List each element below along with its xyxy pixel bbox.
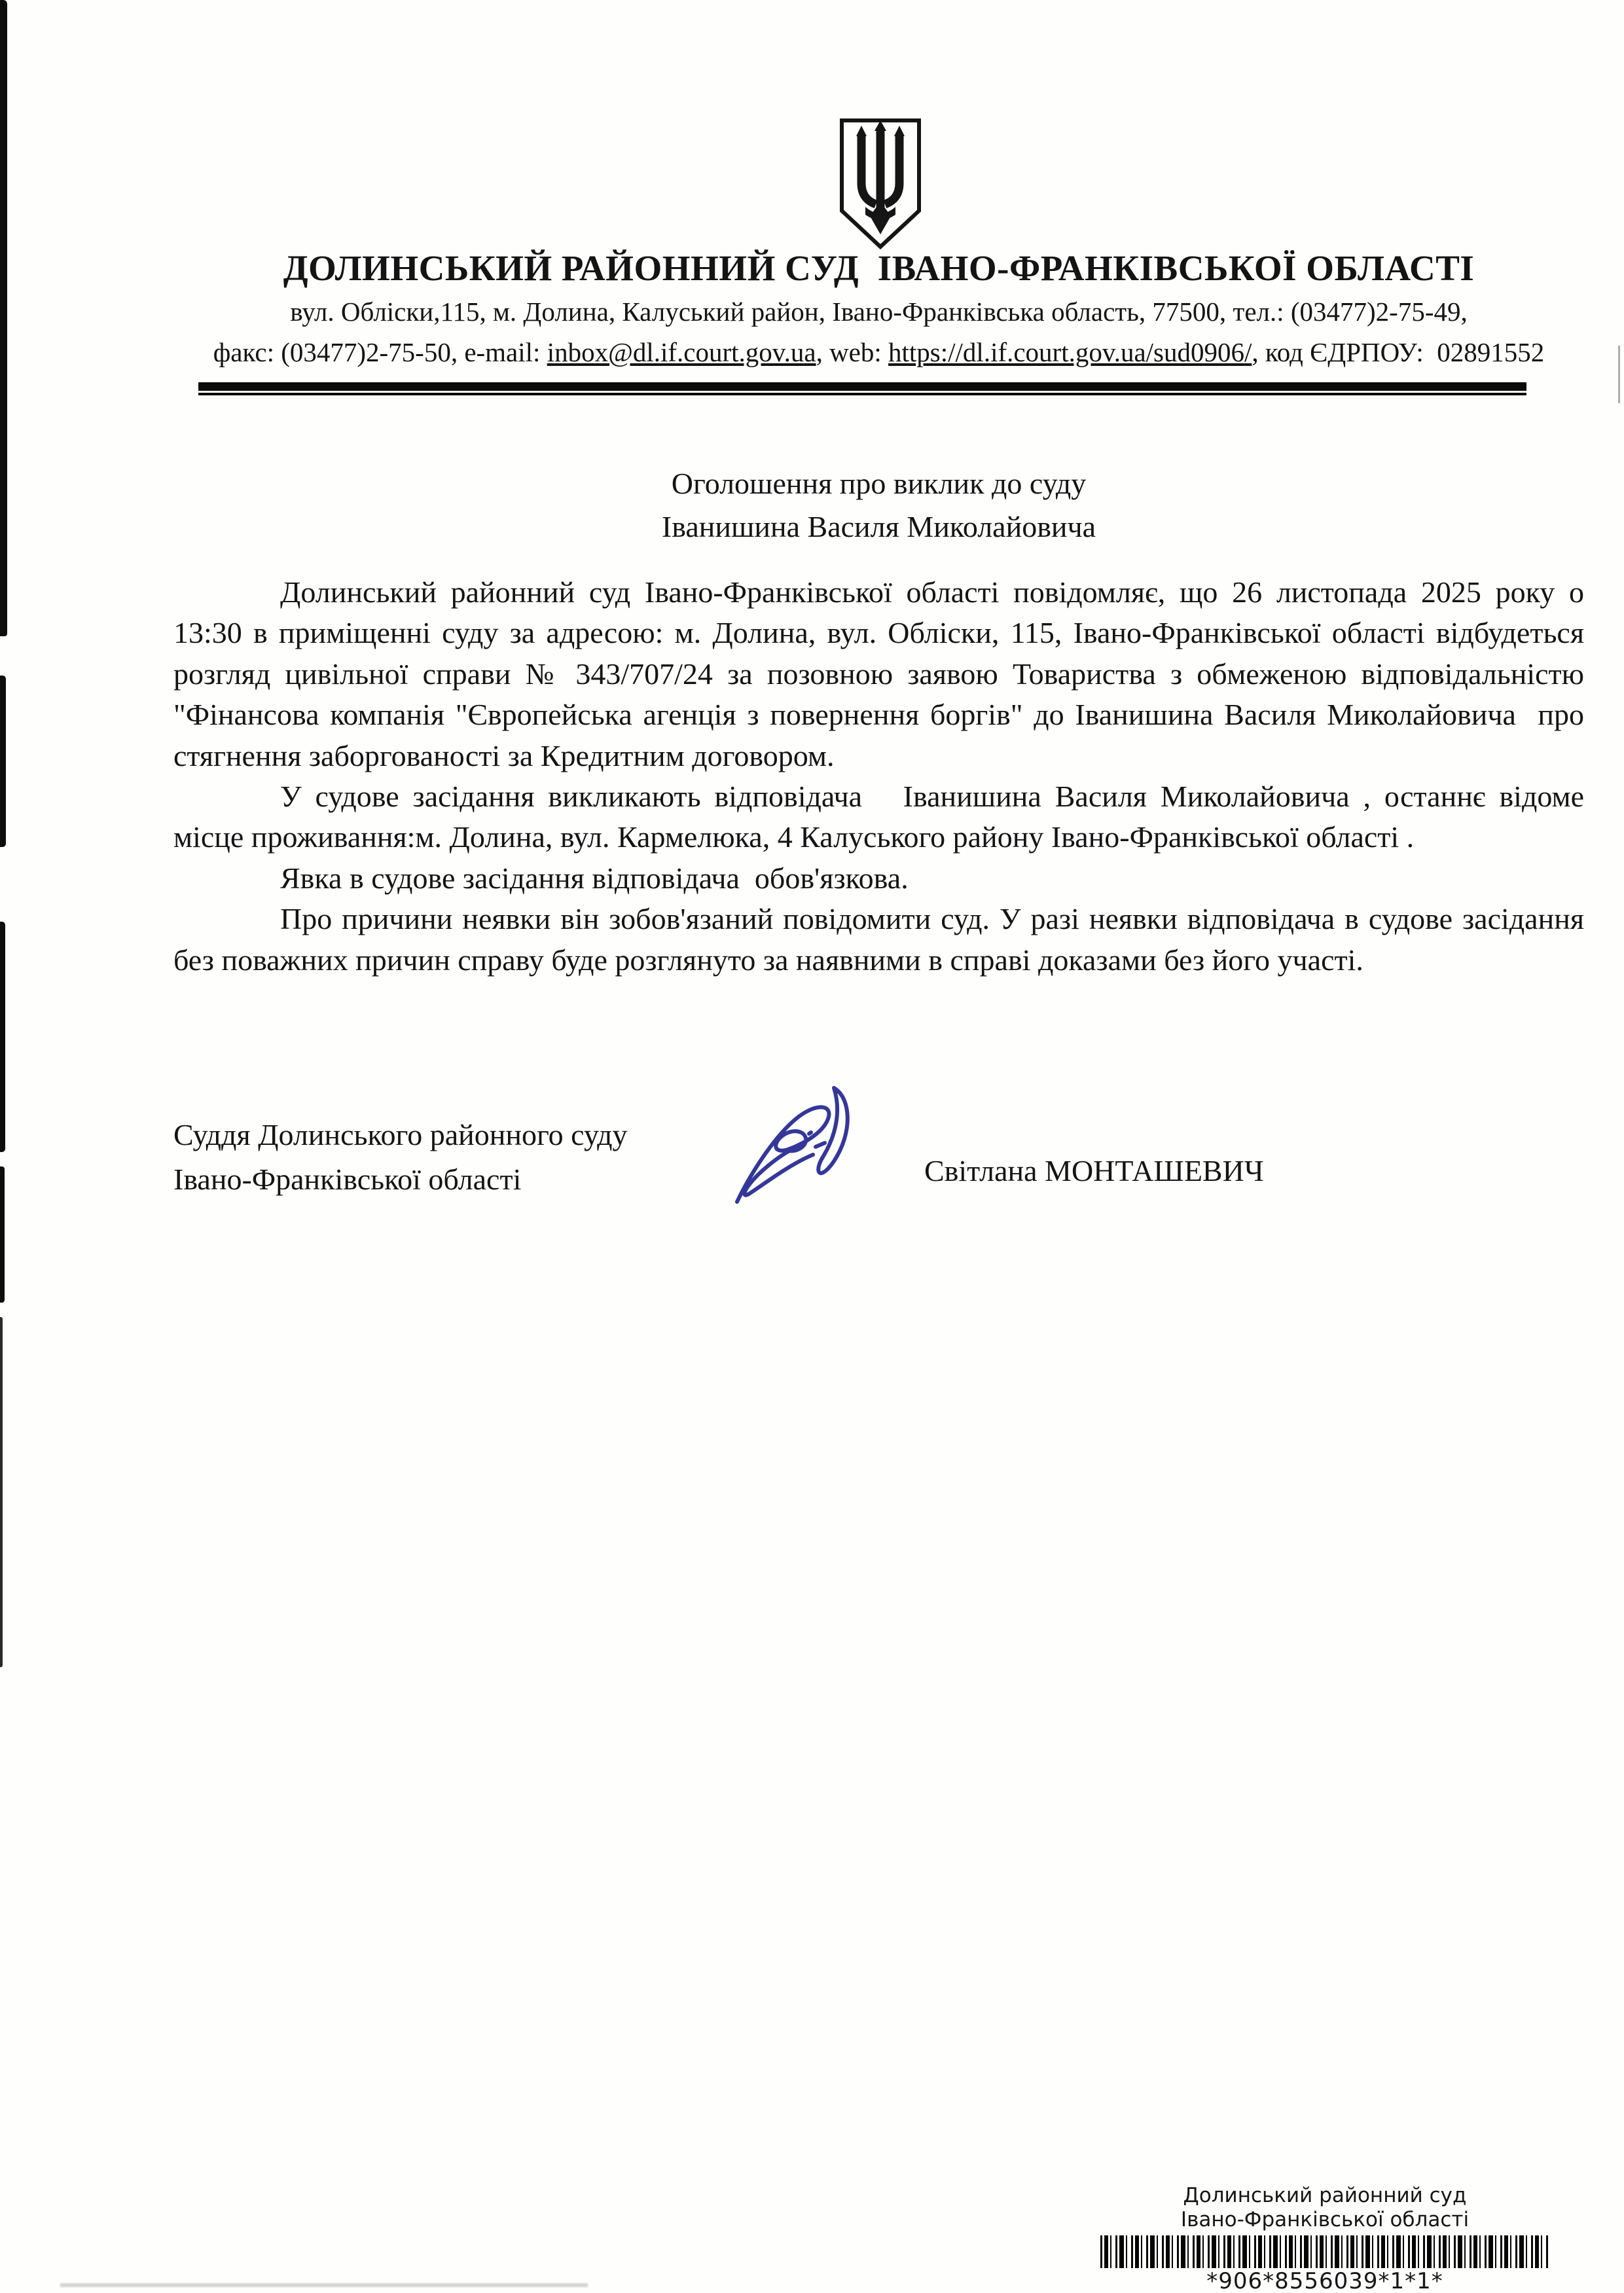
contact-fax-label: факс: (03477)2-75-50, e-mail: <box>213 337 547 367</box>
letterhead-divider-rule <box>198 382 1526 397</box>
contact-web-label: , web: <box>816 337 889 367</box>
scan-artifact-left-edge <box>0 1317 3 1667</box>
judge-title-label <box>173 1113 628 1202</box>
scan-artifact-left-edge <box>0 676 6 847</box>
scan-artifact-left-edge <box>0 922 5 1152</box>
judge-title-line1: Суддя Долинського районного суду <box>173 1118 628 1151</box>
stamp-court-name-line1: Долинський районний суд <box>1183 2184 1467 2207</box>
document-title <box>173 462 1584 549</box>
registration-barcode <box>1100 2235 1549 2268</box>
document-title-line1: Оголошення про виклик до суду <box>671 467 1087 500</box>
paragraph-defendant-summons: У судове засідання викликають відповідача Іванишина Василя Миколайовича , останнє відоме місце проживання:м. Долина, вул. Кармелюка, 4 Калуського району Івано-Франківської області . <box>173 780 1584 854</box>
court-registration-stamp <box>1096 2184 1553 2293</box>
court-email-link[interactable]: inbox@dl.if.court.gov.ua <box>547 337 816 367</box>
court-name-heading: ДОЛИНСЬКИЙ РАЙОННИЙ СУД ІВАНО-ФРАНКІВСЬКОЇ ОБЛАСТІ <box>283 248 1475 288</box>
paragraph-attendance-mandatory: Явка в судове засідання відповідача обов'язкова. <box>280 861 909 895</box>
court-contact-line <box>121 336 1624 368</box>
ukraine-trident-emblem-icon <box>833 115 928 253</box>
stamp-court-name-line2: Івано-Франківської області <box>1180 2208 1470 2231</box>
registration-barcode-value: *906*8556039*1*1* <box>1206 2268 1443 2293</box>
scan-artifact-left-edge <box>0 0 7 636</box>
court-address-line: вул. Обліски,115, м. Долина, Калуський район, Івано-Франківська область, 77500, тел.: (03477)2-75-49, <box>290 297 1468 327</box>
scan-artifact-left-edge <box>0 1166 5 1303</box>
paragraph-absence-consequences: Про причини неявки він зобов'язаний повідомити суд. У разі неявки відповідача в судове засідання без поважних причин справу буде розглянуто за наявними в справі доказами без його участі. <box>173 902 1584 977</box>
handwritten-signature <box>725 1074 876 1214</box>
paragraph-hearing-notice: Долинський районний суд Івано-Франківської області повідомляє, що 26 листопада 2025 року о 13:30 в приміщенні суду за адресою: м. Долина, вул. Обліски, 115, Івано-Франківської області відбудеться розгляд цивільної справи № 343/707/24 за позовною заявою Товариства з обмеженою відповідальністю "Фінансова компанія "Європейська агенція з повернення боргів" до Іванишина Василя Миколайовича про стягнення заборгованості за Кредитним договором. <box>173 575 1584 772</box>
judge-title-line2: Івано-Франківської області <box>173 1163 522 1196</box>
judge-name: Світлана МОНТАШЕВИЧ <box>924 1154 1264 1187</box>
scan-artifact-bottom <box>60 2283 588 2287</box>
document-title-line2: Іванишина Василя Миколайовича <box>661 510 1096 543</box>
document-body <box>173 572 1584 981</box>
contact-edrpou: , код ЄДРПОУ: 02891552 <box>1252 337 1545 367</box>
court-website-link[interactable]: https://dl.if.court.gov.ua/sud0906/ <box>888 337 1252 367</box>
